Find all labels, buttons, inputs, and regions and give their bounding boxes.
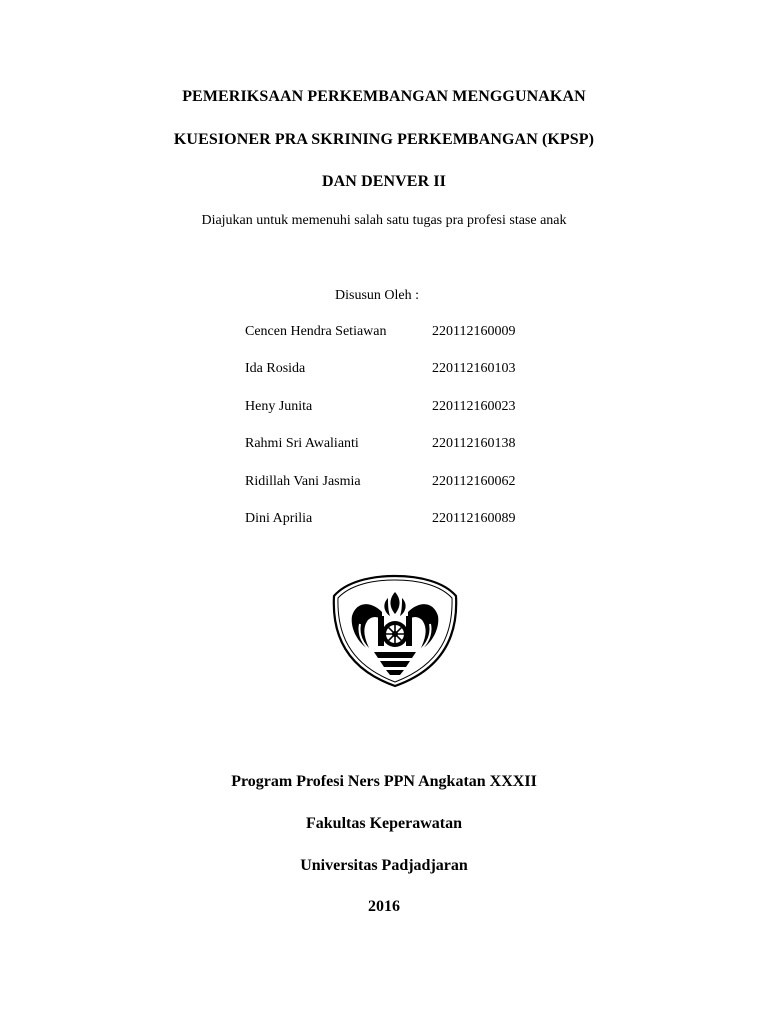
university-name: Universitas Padjadjaran [300,857,468,874]
author-name: Cencen Hendra Setiawan [245,324,387,339]
author-nim: 220112160009 [432,324,516,339]
author-row [245,399,565,436]
author-name: Rahmi Sri Awalianti [245,436,359,452]
author-nim: 220112160089 [432,510,516,526]
author-name: Dini Aprilia [245,510,313,526]
author-nim: 220112160023 [432,398,516,414]
year: 2016 [368,898,400,915]
title-line-2: KUESIONER PRA SKRINING PERKEMBANGAN (KPSP) [173,131,595,148]
author-list [245,324,565,548]
author-nim: 220112160138 [432,436,516,452]
author-row [245,511,565,548]
program-name: Program Profesi Ners PPN Angkatan XXXII [231,773,537,790]
compiled-by-label: Disusun Oleh : [335,288,419,303]
title-line-1: PEMERIKSAAN PERKEMBANGAN MENGGUNAKAN [182,88,586,105]
author-nim: 220112160062 [432,473,516,489]
author-row [245,436,565,473]
author-name: Heny Junita [245,398,313,414]
author-name: Ida Rosida [245,361,306,377]
author-row [245,361,565,398]
author-row [245,324,565,361]
author-nim: 220112160103 [432,361,516,377]
title-line-3: DAN DENVER II [322,173,446,190]
author-name: Ridillah Vani Jasmia [245,473,361,489]
university-emblem-icon [330,572,460,690]
author-row [245,474,565,511]
faculty-name: Fakultas Keperawatan [306,815,462,832]
subtitle: Diajukan untuk memenuhi salah satu tugas pra profesi stase anak [201,213,567,228]
